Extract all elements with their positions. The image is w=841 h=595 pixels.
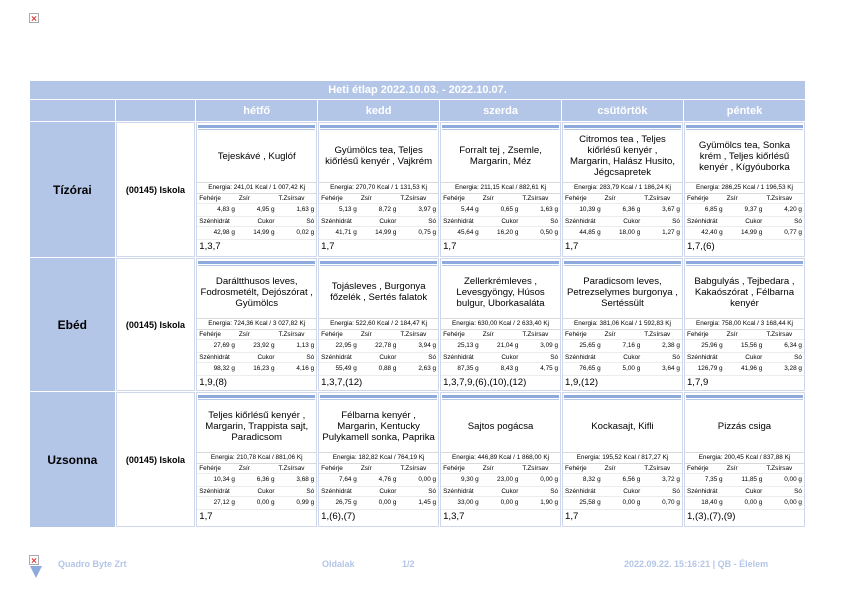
protein-label: Fehérje [441, 330, 481, 340]
fat-label: Zsír [725, 464, 765, 474]
satfat-value: 1,63 g [520, 204, 560, 217]
cell-accent-bar [198, 261, 315, 264]
protein-value: 10,39 g [563, 204, 603, 217]
protein-label: Fehérje [563, 464, 603, 474]
carb-value: 44,85 g [563, 227, 603, 240]
protein-label: Fehérje [685, 194, 725, 204]
cell-accent-bar [442, 261, 559, 264]
fat-value: 9,37 g [725, 204, 765, 217]
satfat-label: T.Zsírsav [764, 194, 804, 204]
carb-label: Szénhidrát [319, 217, 359, 227]
energy-value: Energia: 522,60 Kcal / 2 184,47 Kj [319, 318, 438, 330]
cell-accent-bar [198, 395, 315, 398]
carb-value: 87,35 g [441, 363, 481, 376]
salt-value: 0,50 g [520, 227, 560, 240]
sugar-label: Cukor [237, 217, 277, 227]
sugar-value: 18,00 g [603, 227, 643, 240]
fat-label: Zsír [237, 330, 277, 340]
allergen-codes: 1,(3),(7),(9) [686, 511, 736, 522]
menu-cell [318, 392, 439, 527]
sugar-label: Cukor [603, 217, 643, 227]
sugar-label: Cukor [725, 487, 765, 497]
salt-value: 3,64 g [642, 363, 682, 376]
satfat-value: 3,67 g [642, 204, 682, 217]
salt-label: Só [520, 353, 560, 363]
carb-label: Szénhidrát [563, 353, 603, 363]
fat-value: 6,36 g [237, 474, 277, 487]
sugar-value: 14,99 g [359, 227, 399, 240]
fat-label: Zsír [359, 330, 399, 340]
energy-value: Energia: 210,78 Kcal / 881,06 Kj [197, 452, 316, 464]
protein-label: Fehérje [441, 194, 481, 204]
protein-label: Fehérje [197, 330, 237, 340]
day-header: kedd [318, 100, 439, 121]
fat-label: Zsír [725, 330, 765, 340]
school-name: (00145) Iskola [116, 122, 196, 257]
salt-value: 0,70 g [642, 497, 682, 510]
footer-company: Quadro Byte Zrt [58, 559, 127, 569]
sugar-value: 16,20 g [481, 227, 521, 240]
nutrition-grid [197, 464, 316, 510]
protein-value: 7,64 g [319, 474, 359, 487]
carb-value: 26,75 g [319, 497, 359, 510]
satfat-value: 3,09 g [520, 340, 560, 353]
food-description: Tejeskávé , Kuglóf [217, 150, 296, 162]
protein-label: Fehérje [563, 194, 603, 204]
salt-value: 0,99 g [277, 497, 317, 510]
cell-accent-bar [320, 261, 437, 264]
carb-value: 41,71 g [319, 227, 359, 240]
nutrition-grid [685, 330, 804, 376]
food-description: Zellerkrémleves , Levesgyöngy, Húsos bulgur, Uborkasaláta [456, 275, 545, 309]
protein-value: 25,96 g [685, 340, 725, 353]
salt-value: 4,75 g [520, 363, 560, 376]
empty-header-cell [30, 100, 115, 121]
carb-value: 18,40 g [685, 497, 725, 510]
cell-accent-bar [320, 395, 437, 398]
sugar-label: Cukor [359, 487, 399, 497]
allergen-codes: 1,(6),(7) [321, 511, 356, 522]
salt-label: Só [398, 487, 438, 497]
fat-value: 6,36 g [603, 204, 643, 217]
nutrition-grid [563, 194, 682, 240]
sugar-label: Cukor [481, 353, 521, 363]
sugar-label: Cukor [359, 217, 399, 227]
salt-value: 0,00 g [764, 497, 804, 510]
cell-accent-bar [198, 125, 315, 128]
cell-accent-bar [442, 395, 559, 398]
allergen-codes: 1,7,(6) [686, 241, 715, 252]
protein-label: Fehérje [319, 330, 359, 340]
menu-cell [196, 122, 317, 257]
sugar-value: 14,99 g [237, 227, 277, 240]
meal-row [30, 392, 805, 527]
salt-value: 3,28 g [764, 363, 804, 376]
food-description: Kockasajt, Kifli [591, 420, 654, 432]
sugar-label: Cukor [725, 353, 765, 363]
nutrition-grid [685, 464, 804, 510]
protein-value: 4,83 g [197, 204, 237, 217]
salt-value: 1,27 g [642, 227, 682, 240]
sugar-label: Cukor [481, 487, 521, 497]
energy-value: Energia: 630,00 Kcal / 2 633,40 Kj [441, 318, 560, 330]
menu-cell [318, 122, 439, 257]
salt-value: 0,02 g [277, 227, 317, 240]
protein-label: Fehérje [319, 464, 359, 474]
salt-label: Só [642, 353, 682, 363]
nutrition-grid [319, 464, 438, 510]
menu-cell [440, 122, 561, 257]
protein-label: Fehérje [685, 464, 725, 474]
satfat-value: 0,00 g [398, 474, 438, 487]
nutrition-grid [685, 194, 804, 240]
energy-value: Energia: 211,15 Kcal / 882,61 Kj [441, 182, 560, 194]
fat-value: 22,78 g [359, 340, 399, 353]
protein-label: Fehérje [197, 464, 237, 474]
salt-value: 4,16 g [277, 363, 317, 376]
allergen-codes: 1,7,9 [686, 377, 709, 388]
salt-label: Só [398, 353, 438, 363]
food-description: Forralt tej , Zsemle, Margarin, Méz [459, 145, 542, 167]
satfat-label: T.Zsírsav [764, 464, 804, 474]
carb-label: Szénhidrát [563, 217, 603, 227]
protein-value: 25,13 g [441, 340, 481, 353]
school-name: (00145) Iskola [116, 392, 196, 527]
salt-value: 1,45 g [398, 497, 438, 510]
salt-label: Só [398, 217, 438, 227]
protein-label: Fehérje [563, 330, 603, 340]
day-header: csütörtök [562, 100, 683, 121]
cell-accent-bar [686, 261, 803, 264]
food-description: Tojásleves , Burgonya főzelék , Sertés falatok [330, 281, 428, 303]
allergen-codes: 1,7 [443, 241, 457, 252]
food-description: Citromos tea , Teljes kiőrlésű kenyér , Margarin, Halász Husito, Jégcsapretek [569, 134, 675, 178]
meal-row [30, 258, 805, 391]
cell-accent-bar [564, 395, 681, 398]
empty-header-cell [116, 100, 196, 121]
sugar-label: Cukor [481, 217, 521, 227]
nutrition-grid [197, 194, 316, 240]
carb-label: Szénhidrát [197, 217, 237, 227]
allergen-codes: 1,7 [199, 511, 213, 522]
salt-value: 1,90 g [520, 497, 560, 510]
energy-value: Energia: 200,45 Kcal / 837,88 Kj [685, 452, 804, 464]
food-description: Babgulyás , Tejbedara , Kakaószórat , Félbarna kenyér [694, 275, 795, 309]
sugar-value: 14,99 g [725, 227, 765, 240]
protein-value: 27,69 g [197, 340, 237, 353]
carb-label: Szénhidrát [563, 487, 603, 497]
meal-row [30, 122, 805, 257]
carb-value: 42,40 g [685, 227, 725, 240]
satfat-value: 3,72 g [642, 474, 682, 487]
satfat-value: 1,63 g [277, 204, 317, 217]
salt-value: 2,63 g [398, 363, 438, 376]
satfat-value: 4,20 g [764, 204, 804, 217]
protein-value: 7,35 g [685, 474, 725, 487]
satfat-label: T.Zsírsav [642, 330, 682, 340]
cell-accent-bar [686, 125, 803, 128]
nutrition-grid [563, 464, 682, 510]
sugar-value: 0,00 g [359, 497, 399, 510]
sugar-label: Cukor [725, 217, 765, 227]
protein-label: Fehérje [685, 330, 725, 340]
salt-label: Só [764, 217, 804, 227]
menu-cell [440, 258, 561, 391]
fat-label: Zsír [237, 194, 277, 204]
allergen-codes: 1,3,7 [199, 241, 221, 252]
fat-label: Zsír [481, 194, 521, 204]
salt-label: Só [277, 217, 317, 227]
satfat-label: T.Zsírsav [520, 194, 560, 204]
carb-label: Szénhidrát [685, 487, 725, 497]
menu-cell [562, 122, 683, 257]
broken-image-icon [29, 555, 39, 565]
carb-label: Szénhidrát [319, 487, 359, 497]
fat-value: 11,85 g [725, 474, 765, 487]
arrow-down-icon [29, 565, 43, 579]
menu-cell [196, 392, 317, 527]
fat-label: Zsír [359, 194, 399, 204]
salt-label: Só [520, 217, 560, 227]
carb-label: Szénhidrát [197, 353, 237, 363]
school-name: (00145) Iskola [116, 258, 196, 391]
satfat-label: T.Zsírsav [764, 330, 804, 340]
satfat-label: T.Zsírsav [398, 464, 438, 474]
allergen-codes: 1,3,7,(12) [321, 377, 363, 388]
menu-cell [196, 258, 317, 391]
sugar-label: Cukor [237, 353, 277, 363]
food-description: Félbarna kenyér , Margarin, Kentucky Pulykamell sonka, Paprika [322, 409, 435, 443]
energy-value: Energia: 446,89 Kcal / 1 868,00 Kj [441, 452, 560, 464]
nutrition-grid [319, 330, 438, 376]
allergen-codes: 1,9,(12) [565, 377, 599, 388]
satfat-label: T.Zsírsav [277, 194, 317, 204]
menu-title: Heti étlap 2022.10.03. - 2022.10.07. [30, 81, 805, 99]
carb-value: 45,64 g [441, 227, 481, 240]
allergen-codes: 1,7 [321, 241, 335, 252]
protein-label: Fehérje [441, 464, 481, 474]
carb-value: 42,98 g [197, 227, 237, 240]
company-logo [29, 555, 43, 579]
salt-label: Só [520, 487, 560, 497]
energy-value: Energia: 241,01 Kcal / 1 007,42 Kj [197, 182, 316, 194]
carb-value: 25,58 g [563, 497, 603, 510]
salt-label: Só [764, 487, 804, 497]
sugar-value: 0,00 g [237, 497, 277, 510]
satfat-label: T.Zsírsav [520, 330, 560, 340]
meal-name: Uzsonna [30, 392, 115, 527]
protein-value: 25,65 g [563, 340, 603, 353]
cell-accent-bar [320, 125, 437, 128]
protein-value: 9,30 g [441, 474, 481, 487]
carb-label: Szénhidrát [197, 487, 237, 497]
sugar-value: 16,23 g [237, 363, 277, 376]
salt-label: Só [277, 353, 317, 363]
satfat-label: T.Zsírsav [277, 330, 317, 340]
protein-value: 22,95 g [319, 340, 359, 353]
menu-cell [562, 258, 683, 391]
sugar-value: 0,88 g [359, 363, 399, 376]
protein-value: 5,44 g [441, 204, 481, 217]
carb-value: 126,79 g [685, 363, 725, 376]
weekly-menu-table [29, 80, 806, 528]
carb-value: 55,49 g [319, 363, 359, 376]
energy-value: Energia: 758,00 Kcal / 3 168,44 Kj [685, 318, 804, 330]
protein-value: 8,32 g [563, 474, 603, 487]
carb-label: Szénhidrát [685, 217, 725, 227]
protein-value: 6,85 g [685, 204, 725, 217]
menu-cell [684, 392, 805, 527]
footer-pages-label: Oldalak [322, 559, 355, 569]
food-description: Daráltthusos leves, Fodrosmetélt, Dejószórat , Gyümölcs [200, 275, 313, 309]
fat-value: 6,56 g [603, 474, 643, 487]
meal-name: Ebéd [30, 258, 115, 391]
fat-value: 8,72 g [359, 204, 399, 217]
food-description: Gyümölcs tea, Sonka krém , Teljes kiőrlésű kenyér , Kígyóuborka [698, 139, 791, 173]
fat-label: Zsír [237, 464, 277, 474]
nutrition-grid [197, 330, 316, 376]
carb-value: 33,00 g [441, 497, 481, 510]
satfat-value: 0,00 g [520, 474, 560, 487]
protein-label: Fehérje [197, 194, 237, 204]
sugar-value: 5,00 g [603, 363, 643, 376]
sugar-label: Cukor [603, 487, 643, 497]
food-description: Paradicsom leves, Petrezselymes burgonya , Sertéssült [567, 275, 678, 309]
salt-label: Só [642, 487, 682, 497]
fat-label: Zsír [359, 464, 399, 474]
menu-cell [440, 392, 561, 527]
day-header: péntek [684, 100, 805, 121]
food-description: Gyümölcs tea, Teljes kiőrlésű kenyér , Vajkrém [325, 145, 433, 167]
fat-label: Zsír [725, 194, 765, 204]
sugar-value: 0,00 g [725, 497, 765, 510]
satfat-label: T.Zsírsav [520, 464, 560, 474]
energy-value: Energia: 195,52 Kcal / 817,27 Kj [563, 452, 682, 464]
energy-value: Energia: 283,79 Kcal / 1 186,24 Kj [563, 182, 682, 194]
cell-accent-bar [564, 261, 681, 264]
protein-value: 10,34 g [197, 474, 237, 487]
allergen-codes: 1,7 [565, 241, 579, 252]
satfat-value: 3,94 g [398, 340, 438, 353]
sugar-value: 0,00 g [603, 497, 643, 510]
day-header: szerda [440, 100, 561, 121]
footer-pages: 1/2 [402, 559, 415, 569]
sugar-label: Cukor [237, 487, 277, 497]
sugar-value: 0,00 g [481, 497, 521, 510]
food-description: Pizzás csiga [717, 420, 772, 432]
salt-label: Só [764, 353, 804, 363]
energy-value: Energia: 724,36 Kcal / 3 027,82 Kj [197, 318, 316, 330]
nutrition-grid [441, 194, 560, 240]
salt-label: Só [642, 217, 682, 227]
fat-value: 0,65 g [481, 204, 521, 217]
satfat-value: 0,00 g [764, 474, 804, 487]
carb-label: Szénhidrát [441, 353, 481, 363]
carb-label: Szénhidrát [441, 487, 481, 497]
footer-timestamp: 2022.09.22. 15:16:21 | QB - Élelem [624, 559, 769, 569]
salt-value: 0,75 g [398, 227, 438, 240]
fat-label: Zsír [603, 464, 643, 474]
fat-value: 4,76 g [359, 474, 399, 487]
satfat-label: T.Zsírsav [277, 464, 317, 474]
food-description: Sajtos pogácsa [467, 420, 534, 432]
cell-accent-bar [564, 125, 681, 128]
broken-image-icon [29, 13, 39, 23]
sugar-value: 8,43 g [481, 363, 521, 376]
sugar-label: Cukor [603, 353, 643, 363]
carb-value: 27,12 g [197, 497, 237, 510]
carb-label: Szénhidrát [319, 353, 359, 363]
energy-value: Energia: 381,06 Kcal / 1 592,83 Kj [563, 318, 682, 330]
allergen-codes: 1,7 [565, 511, 579, 522]
meal-name: Tízórai [30, 122, 115, 257]
carb-label: Szénhidrát [441, 217, 481, 227]
day-header: hétfő [196, 100, 317, 121]
sugar-value: 41,96 g [725, 363, 765, 376]
carb-label: Szénhidrát [685, 353, 725, 363]
protein-label: Fehérje [319, 194, 359, 204]
cell-accent-bar [686, 395, 803, 398]
cell-accent-bar [442, 125, 559, 128]
energy-value: Energia: 270,70 Kcal / 1 131,53 Kj [319, 182, 438, 194]
satfat-value: 3,68 g [277, 474, 317, 487]
fat-label: Zsír [481, 464, 521, 474]
energy-value: Energia: 182,82 Kcal / 764,19 Kj [319, 452, 438, 464]
satfat-value: 1,13 g [277, 340, 317, 353]
satfat-label: T.Zsírsav [642, 464, 682, 474]
fat-label: Zsír [603, 330, 643, 340]
fat-value: 4,95 g [237, 204, 277, 217]
food-description: Teljes kiőrlésű kenyér , Margarin, Trappista sajt, Paradicsom [205, 409, 309, 443]
satfat-label: T.Zsírsav [398, 194, 438, 204]
sugar-label: Cukor [359, 353, 399, 363]
menu-cell [562, 392, 683, 527]
menu-cell [684, 258, 805, 391]
menu-cell [684, 122, 805, 257]
satfat-label: T.Zsírsav [398, 330, 438, 340]
nutrition-grid [563, 330, 682, 376]
fat-value: 15,56 g [725, 340, 765, 353]
satfat-label: T.Zsírsav [642, 194, 682, 204]
fat-value: 21,04 g [481, 340, 521, 353]
protein-value: 5,13 g [319, 204, 359, 217]
nutrition-grid [441, 464, 560, 510]
carb-value: 98,32 g [197, 363, 237, 376]
salt-label: Só [277, 487, 317, 497]
satfat-value: 3,97 g [398, 204, 438, 217]
nutrition-grid [319, 194, 438, 240]
menu-cell [318, 258, 439, 391]
fat-label: Zsír [603, 194, 643, 204]
carb-value: 76,65 g [563, 363, 603, 376]
satfat-value: 2,38 g [642, 340, 682, 353]
fat-value: 23,00 g [481, 474, 521, 487]
salt-value: 0,77 g [764, 227, 804, 240]
energy-value: Energia: 286,25 Kcal / 1 196,53 Kj [685, 182, 804, 194]
fat-value: 23,92 g [237, 340, 277, 353]
fat-label: Zsír [481, 330, 521, 340]
allergen-codes: 1,3,7,9,(6),(10),(12) [443, 377, 527, 388]
allergen-codes: 1,3,7 [443, 511, 465, 522]
satfat-value: 6,34 g [764, 340, 804, 353]
allergen-codes: 1,9,(8) [199, 377, 227, 388]
fat-value: 7,16 g [603, 340, 643, 353]
nutrition-grid [441, 330, 560, 376]
